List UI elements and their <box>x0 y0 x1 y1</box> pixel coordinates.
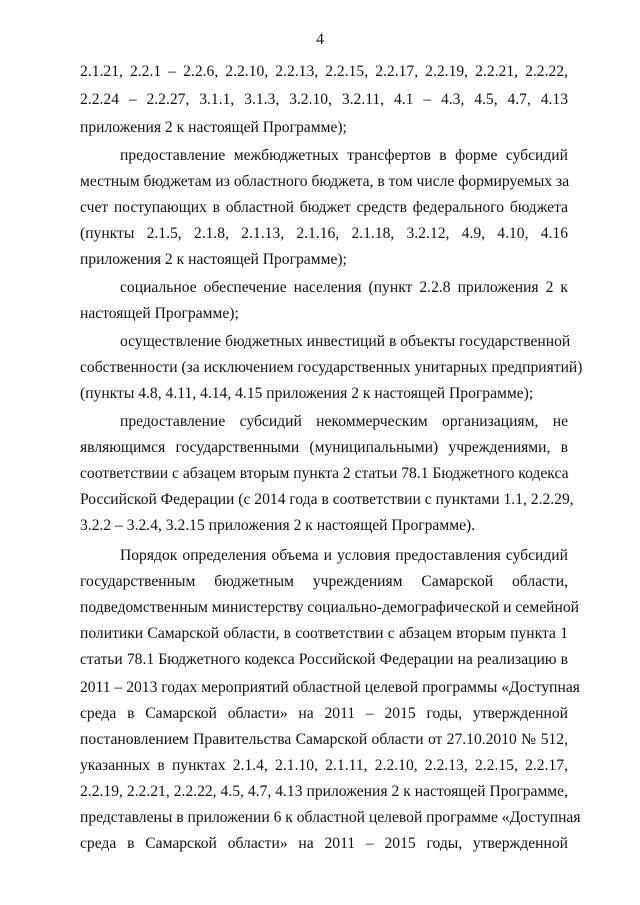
text-line: являющимся государственными (муниципальными) учреждениями, в <box>80 439 568 456</box>
text-line: настоящей Программе); <box>80 305 239 322</box>
text-line: социальное обеспечение населения (пункт 2.2.8 приложения 2 к <box>120 279 568 296</box>
text-line: среда в Самарской области» на 2011 – 2015 годы, утвержденной <box>80 705 568 722</box>
text-line: (пункты 4.8, 4.11, 4.14, 4.15 приложения 2 к настоящей Программе); <box>80 385 534 402</box>
text-line: предоставление межбюджетных трансфертов в форме субсидий <box>120 147 568 164</box>
text-line: (пункты 2.1.5, 2.1.8, 2.1.13, 2.1.16, 2.1.18, 3.2.12, 4.9, 4.10, 4.16 <box>80 225 568 242</box>
text-line: политики Самарской области, в соответствии с абзацем вторым пункта 1 <box>80 625 568 642</box>
text-line: 2.1.21, 2.2.1 – 2.2.6, 2.2.10, 2.2.13, 2.2.15, 2.2.17, 2.2.19, 2.2.21, 2.2.22, <box>80 63 568 80</box>
text-line: Порядок определения объема и условия предоставления субсидий <box>120 547 568 564</box>
text-line: собственности (за исключением государственных унитарных предприятий) <box>80 359 583 376</box>
text-line: местным бюджетам из областного бюджета, в том числе формируемых за <box>80 173 570 190</box>
text-line: осуществление бюджетных инвестиций в объекты государственной <box>120 333 571 350</box>
text-line: соответствии с абзацем вторым пункта 2 статьи 78.1 Бюджетного кодекса <box>80 465 569 482</box>
text-line: статьи 78.1 Бюджетного кодекса Российской Федерации на реализацию в <box>80 651 568 668</box>
text-line: представлены в приложении 6 к областной целевой программе «Доступная <box>80 809 581 826</box>
text-line: 2.2.19, 2.2.21, 2.2.22, 4.5, 4.7, 4.13 приложения 2 к настоящей Программе, <box>80 783 568 800</box>
text-line: 3.2.2 – 3.2.4, 3.2.15 приложения 2 к настоящей Программе). <box>80 517 476 534</box>
text-line: 2.2.24 – 2.2.27, 3.1.1, 3.1.3, 3.2.10, 3.2.11, 4.1 – 4.3, 4.5, 4.7, 4.13 <box>80 91 568 108</box>
text-line: среда в Самарской области» на 2011 – 2015 годы, утвержденной <box>80 835 568 852</box>
text-line: подведомственным министерству социально-демографической и семейной <box>80 599 579 616</box>
text-line: 2011 – 2013 годах мероприятий областной целевой программы «Доступная <box>80 679 580 696</box>
text-line: постановлением Правительства Самарской области от 27.10.2010 № 512, <box>80 731 568 748</box>
page-number: 4 <box>316 31 324 48</box>
text-line: предоставление субсидий некоммерческим организациям, не <box>120 413 568 430</box>
text-line: счет поступающих в областной бюджет средств федерального бюджета <box>80 199 568 216</box>
text-line: Российской Федерации (с 2014 года в соответствии с пунктами 1.1, 2.2.29, <box>80 491 574 508</box>
text-line: указанных в пунктах 2.1.4, 2.1.10, 2.1.11, 2.2.10, 2.2.13, 2.2.15, 2.2.17, <box>80 757 568 774</box>
text-line: приложения 2 к настоящей Программе); <box>80 251 347 268</box>
text-line: приложения 2 к настоящей Программе); <box>80 119 347 136</box>
text-line: государственным бюджетным учреждениям Самарской области, <box>80 573 568 590</box>
